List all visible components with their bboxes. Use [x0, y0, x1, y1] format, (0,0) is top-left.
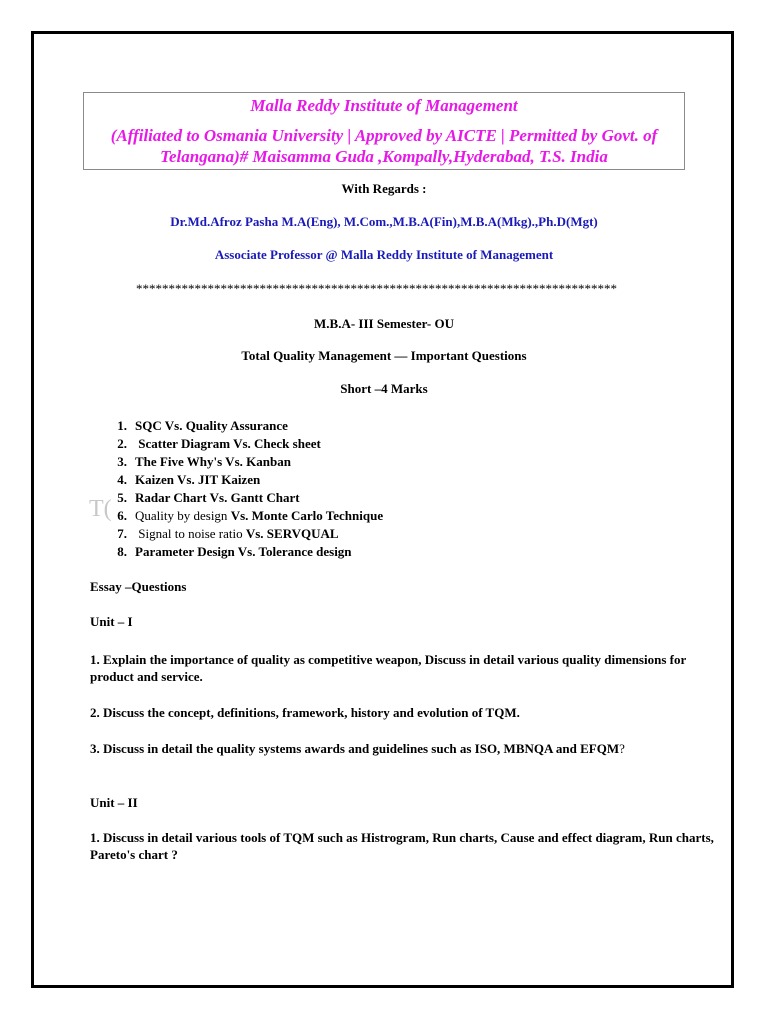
question-text: Vs. SERVQUAL [245, 526, 339, 541]
question-text: Kaizen Vs. JIT Kaizen [135, 472, 261, 487]
unit-2-question-1: 1. Discuss in detail various tools of TQM such as Histrogram, Run charts, Cause and effect diagram, Run charts, Pareto's chart ? [90, 830, 714, 862]
short-question-item [95, 453, 383, 471]
question-text: Vs. Monte Carlo Technique [230, 508, 384, 523]
essay-heading: Essay –Questions [90, 579, 187, 594]
list-number: 1. [117, 418, 127, 433]
list-number: 4. [117, 472, 127, 487]
list-number: 7. [117, 526, 127, 541]
short-question-item [95, 417, 383, 435]
short-question-item [95, 507, 383, 525]
watermark-text: T( [89, 496, 112, 522]
subject-title: Total Quality Management — Important Questions [241, 348, 527, 363]
list-number: 3. [117, 454, 127, 469]
question-text: The Five Why's Vs. Kanban [135, 454, 291, 469]
author-name: Dr.Md.Afroz Pasha M.A(Eng), M.Com.,M.B.A(Fin),M.B.A(Mkg).,Ph.D(Mgt) [170, 214, 598, 229]
institute-name: Malla Reddy Institute of Management [250, 96, 518, 115]
short-question-item [95, 435, 383, 453]
unit-1-question-1: 1. Explain the importance of quality as competitive weapon, Discuss in detail various quality dimensions for product and service. [90, 652, 686, 684]
question-text: Radar Chart Vs. Gantt Chart [135, 490, 300, 505]
short-question-item [95, 543, 383, 561]
affiliation-line-2: Telangana)# Maisamma Guda ,Kompally,Hyderabad, T.S. India [160, 147, 608, 166]
list-number: 6. [117, 508, 127, 523]
institute-header-box [83, 92, 685, 170]
affiliation-line-1: (Affiliated to Osmania University | Approved by AICTE | Permitted by Govt. of [110, 126, 658, 145]
separator-stars: ************************************************************************** [136, 281, 617, 296]
unit-1-question-3-end: ? [619, 741, 625, 756]
regards-text: With Regards : [341, 181, 427, 196]
question-text: SQC Vs. Quality Assurance [135, 418, 288, 433]
short-question-item [95, 525, 383, 543]
author-designation: Associate Professor @ Malla Reddy Institute of Management [214, 247, 554, 262]
list-number: 2. [117, 436, 127, 451]
unit-1-question-3-text: 3. Discuss in detail the quality systems awards and guidelines such as ISO, MBNQA and EFQM [90, 741, 620, 756]
semester-title: M.B.A- III Semester- OU [314, 316, 454, 331]
unit-1-heading: Unit – I [90, 614, 133, 629]
unit-1-question-2: 2. Discuss the concept, definitions, framework, history and evolution of TQM. [90, 705, 520, 720]
unit-2-heading: Unit – II [90, 795, 138, 810]
question-text: Signal to noise ratio [135, 526, 246, 541]
list-number: 5. [117, 490, 127, 505]
list-number: 8. [117, 544, 127, 559]
short-question-item [95, 471, 383, 489]
short-questions-list [95, 417, 383, 561]
unit-1-question-3 [90, 740, 670, 757]
short-question-item [95, 489, 383, 507]
question-text: Quality by design [135, 508, 231, 523]
short-questions-heading: Short –4 Marks [340, 381, 428, 396]
question-text: Scatter Diagram Vs. Check sheet [135, 436, 321, 451]
question-text: Parameter Design Vs. Tolerance design [135, 544, 352, 559]
